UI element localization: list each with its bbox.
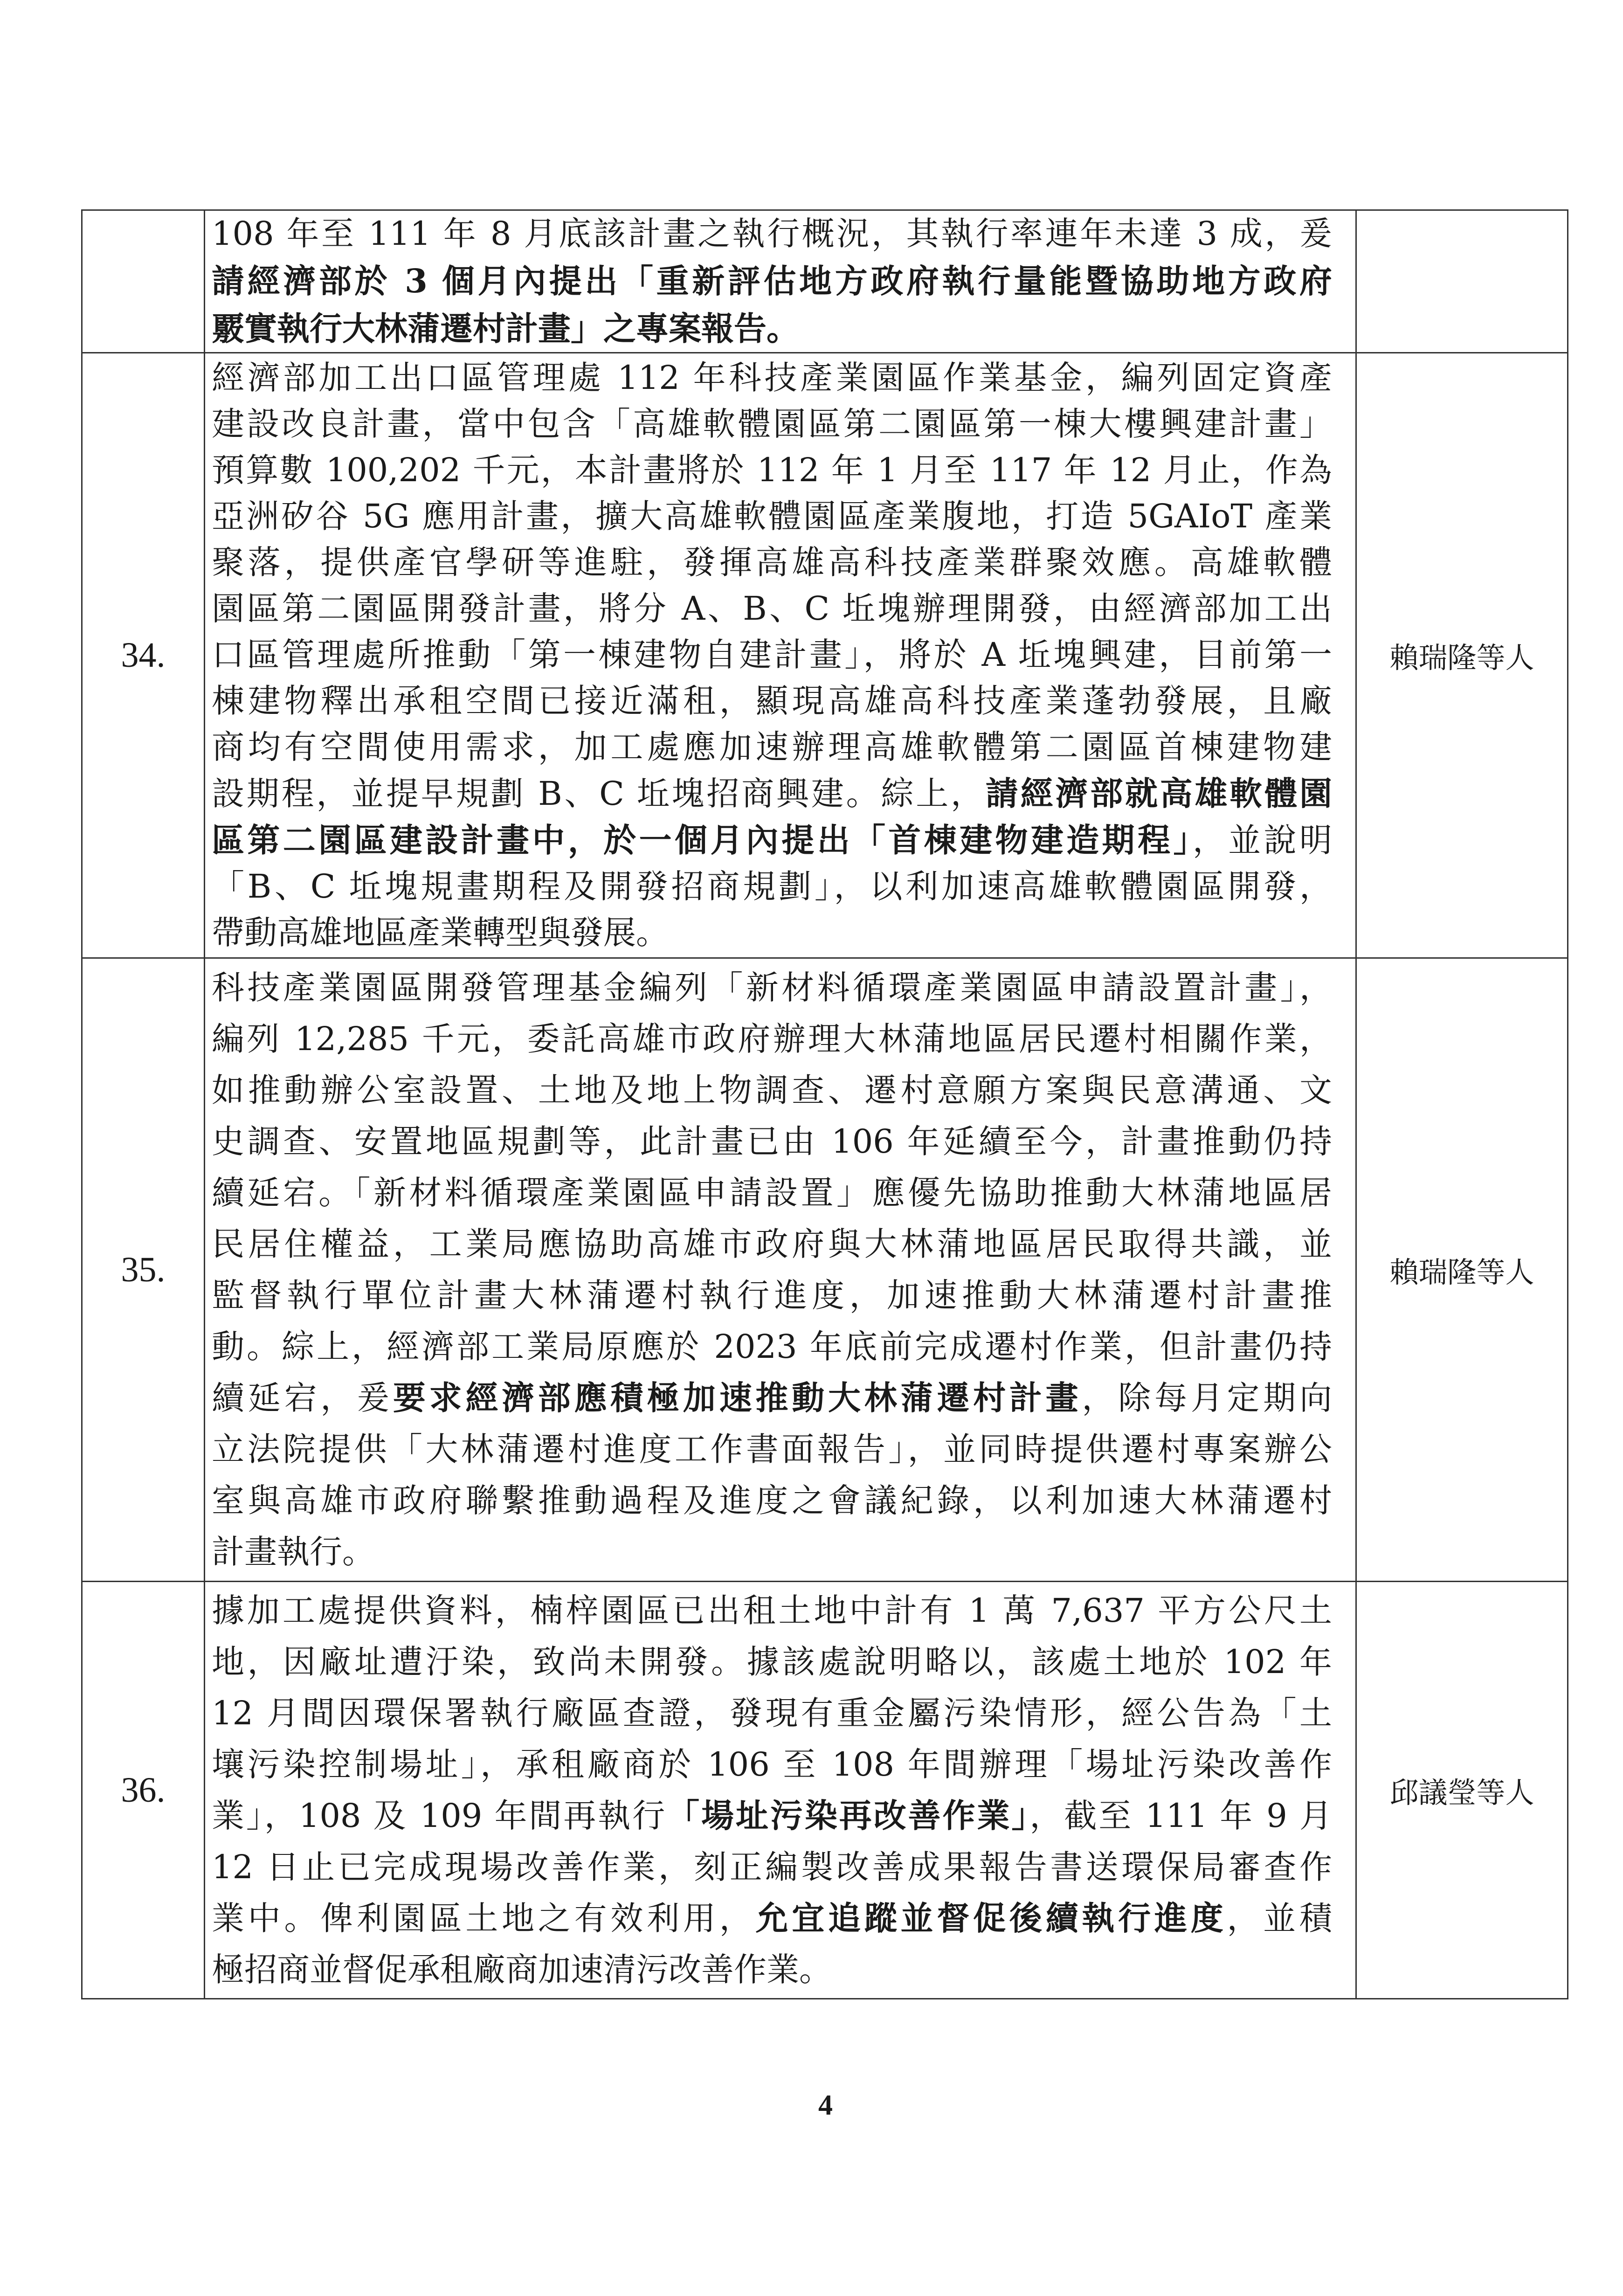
text-line (212, 1218, 1332, 1270)
text-line (212, 1372, 1332, 1424)
emphasis-text: 覈實執行大林蒲遷村計畫」之專案報告。 (212, 309, 799, 348)
body-text: 計畫執行。 (212, 1533, 375, 1571)
body-text: ，截至 111 年 9 月 (1029, 1797, 1332, 1835)
body-text: 監督執行單位計畫大林蒲遷村執行進度，加速推動大林蒲遷村計畫推 (212, 1276, 1332, 1314)
text-line (212, 1841, 1332, 1893)
body-text: 如推動辦公室設置、土地及地上物調查、遷村意願方案與民意溝通、文 (212, 1071, 1332, 1109)
text-line (212, 817, 1332, 864)
text-line (212, 1321, 1332, 1372)
item-content (205, 959, 1357, 1581)
text-line (212, 962, 1332, 1013)
text-line (212, 1790, 1332, 1841)
body-text: 建設改良計畫，當中包含「高雄軟體園區第二園區第一棟大樓興建計畫」 (212, 405, 1332, 443)
body-text: 棟建物釋出承租空間已接近滿租，顯現高雄高科技產業蓬勃發展，且廠 (212, 682, 1332, 720)
body-text: 業」，108 及 109 年間再執行 (212, 1797, 667, 1835)
body-text: 據加工處提供資料，楠梓園區已出租土地中計有 1 萬 7,637 平方公尺土 (212, 1591, 1332, 1630)
text-line (212, 539, 1332, 586)
body-text: 壤污染控制場址」，承租廠商於 106 至 108 年間辦理「場址污染改善作 (212, 1745, 1332, 1784)
body-text: 續延宕。「新材料循環產業園區申請設置」應優先協助推動大林蒲地區居 (212, 1174, 1332, 1212)
resolutions-table (81, 209, 1568, 1999)
item-number (83, 211, 205, 352)
body-text: 園區第二園區開發計畫，將分 A、B、C 坵塊辦理開發，由經濟部加工出 (212, 589, 1332, 628)
text-line (212, 1526, 1332, 1577)
body-text: 口區管理處所推動「第一棟建物自建計畫」，將於 A 坵塊興建，目前第一 (212, 636, 1332, 674)
body-text: 續延宕，爰 (212, 1379, 393, 1417)
body-text: 極招商並督促承租廠商加速清污改善作業。 (212, 1950, 832, 1989)
body-text: ，除每月定期向 (1082, 1379, 1333, 1417)
text-line (212, 1739, 1332, 1790)
body-text: 「B、C 坵塊規畫期程及開發招商規劃」，以利加速高雄軟體園區開發， (212, 867, 1332, 906)
emphasis-text: 請經濟部就高雄軟體園 (985, 774, 1332, 813)
text-line (212, 401, 1332, 447)
text-line (212, 1167, 1332, 1218)
item-number: 34. (83, 353, 205, 957)
body-text: 12 日止已完成現場改善作業，刻正編製改善成果報告書送環保局審查作 (212, 1848, 1332, 1886)
text-line (212, 910, 1332, 956)
text-line (212, 1270, 1332, 1321)
text-line (212, 724, 1332, 770)
text-line (212, 770, 1332, 817)
body-text: 業中。俾利園區土地之有效利用， (212, 1899, 756, 1937)
table-row (83, 211, 1568, 353)
text-line (212, 1013, 1332, 1065)
item-content (205, 211, 1357, 352)
body-text: 聚落，提供產官學研等進駐，發揮高雄高科技產業群聚效應。高雄軟體 (212, 543, 1332, 581)
body-text: ，並積 (1227, 1899, 1333, 1937)
body-text: 經濟部加工出口區管理處 112 年科技產業園區作業基金，編列固定資產 (212, 359, 1332, 397)
text-line (212, 210, 1332, 257)
text-line (212, 1585, 1332, 1636)
text-line (212, 1944, 1332, 1995)
item-number: 36. (83, 1582, 205, 1998)
body-text: 設期程，並提早規劃 B、C 坵塊招商興建。綜上， (212, 775, 986, 813)
text-line (212, 493, 1332, 539)
text-line (212, 678, 1332, 724)
table-row (83, 959, 1568, 1582)
text-line (212, 1687, 1332, 1739)
body-text: 立法院提供「大林蒲遷村進度工作書面報告」，並同時提供遷村專案辦公 (212, 1430, 1332, 1468)
emphasis-text: 請經濟部於 3 個月內提出「重新評估地方政府執行量能暨協助地方政府 (212, 262, 1332, 300)
item-proposer: 賴瑞隆等人 (1357, 959, 1568, 1581)
text-line (212, 447, 1332, 493)
text-line (212, 355, 1332, 401)
page-number: 4 (818, 2089, 833, 2121)
body-text: 史調查、安置地區規劃等，此計畫已由 106 年延續至今，計畫推動仍持 (212, 1122, 1332, 1161)
text-line (212, 864, 1332, 910)
emphasis-text: 「場址污染再改善作業」 (667, 1796, 1030, 1835)
emphasis-text: 允宜追蹤並督促後續執行進度 (755, 1899, 1227, 1937)
item-proposer: 邱議瑩等人 (1357, 1582, 1568, 1998)
text-line (212, 257, 1332, 305)
text-line (212, 1065, 1332, 1116)
body-text: 科技產業園區開發管理基金編列「新材料循環產業園區申請設置計畫」， (212, 968, 1332, 1007)
emphasis-text: 區第二園區建設計畫中，於一個月內提出「首棟建物建造期程」 (212, 821, 1193, 859)
body-text: 12 月間因環保署執行廠區查證，發現有重金屬污染情形，經公告為「土 (212, 1694, 1332, 1732)
body-text: 預算數 100,202 千元，本計畫將於 112 年 1 月至 117 年 12 月止，作為 (212, 451, 1332, 489)
body-text: 民居住權益，工業局應協助高雄市政府與大林蒲地區居民取得共識，並 (212, 1225, 1332, 1263)
body-text: 108 年至 111 年 8 月底該計畫之執行概況，其執行率連年未達 3 成，爰 (212, 214, 1332, 253)
item-content (205, 353, 1357, 957)
body-text: 編列 12,285 千元，委託高雄市政府辦理大林蒲地區居民遷村相關作業， (212, 1020, 1332, 1058)
body-text: ，並說明 (1192, 821, 1333, 859)
body-text: 室與高雄市政府聯繫推動過程及進度之會議紀錄，以利加速大林蒲遷村 (212, 1481, 1332, 1520)
table-row (83, 1582, 1568, 1999)
text-line (212, 1636, 1332, 1687)
body-text: 亞洲矽谷 5G 應用計畫，擴大高雄軟體園區產業腹地，打造 5GAIoT 產業 (212, 497, 1332, 535)
body-text: 地，因廠址遭汙染，致尚未開發。據該處說明略以，該處土地於 102 年 (212, 1643, 1332, 1681)
text-line (212, 1893, 1332, 1944)
item-proposer: 賴瑞隆等人 (1357, 353, 1568, 957)
item-content (205, 1582, 1357, 1998)
body-text: 動。綜上，經濟部工業局原應於 2023 年底前完成遷村作業，但計畫仍持 (212, 1328, 1332, 1366)
text-line (212, 632, 1332, 678)
table-row (83, 353, 1568, 959)
text-line (212, 586, 1332, 632)
body-text: 帶動高雄地區產業轉型與發展。 (212, 913, 669, 952)
item-number: 35. (83, 959, 205, 1581)
text-line (212, 1424, 1332, 1475)
text-line (212, 1475, 1332, 1526)
text-line (212, 1116, 1332, 1167)
emphasis-text: 要求經濟部應積極加速推動大林蒲遷村計畫 (393, 1378, 1082, 1417)
text-line (212, 305, 1332, 353)
body-text: 商均有空間使用需求，加工處應加速辦理高雄軟體第二園區首棟建物建 (212, 728, 1332, 766)
item-proposer (1357, 211, 1568, 352)
